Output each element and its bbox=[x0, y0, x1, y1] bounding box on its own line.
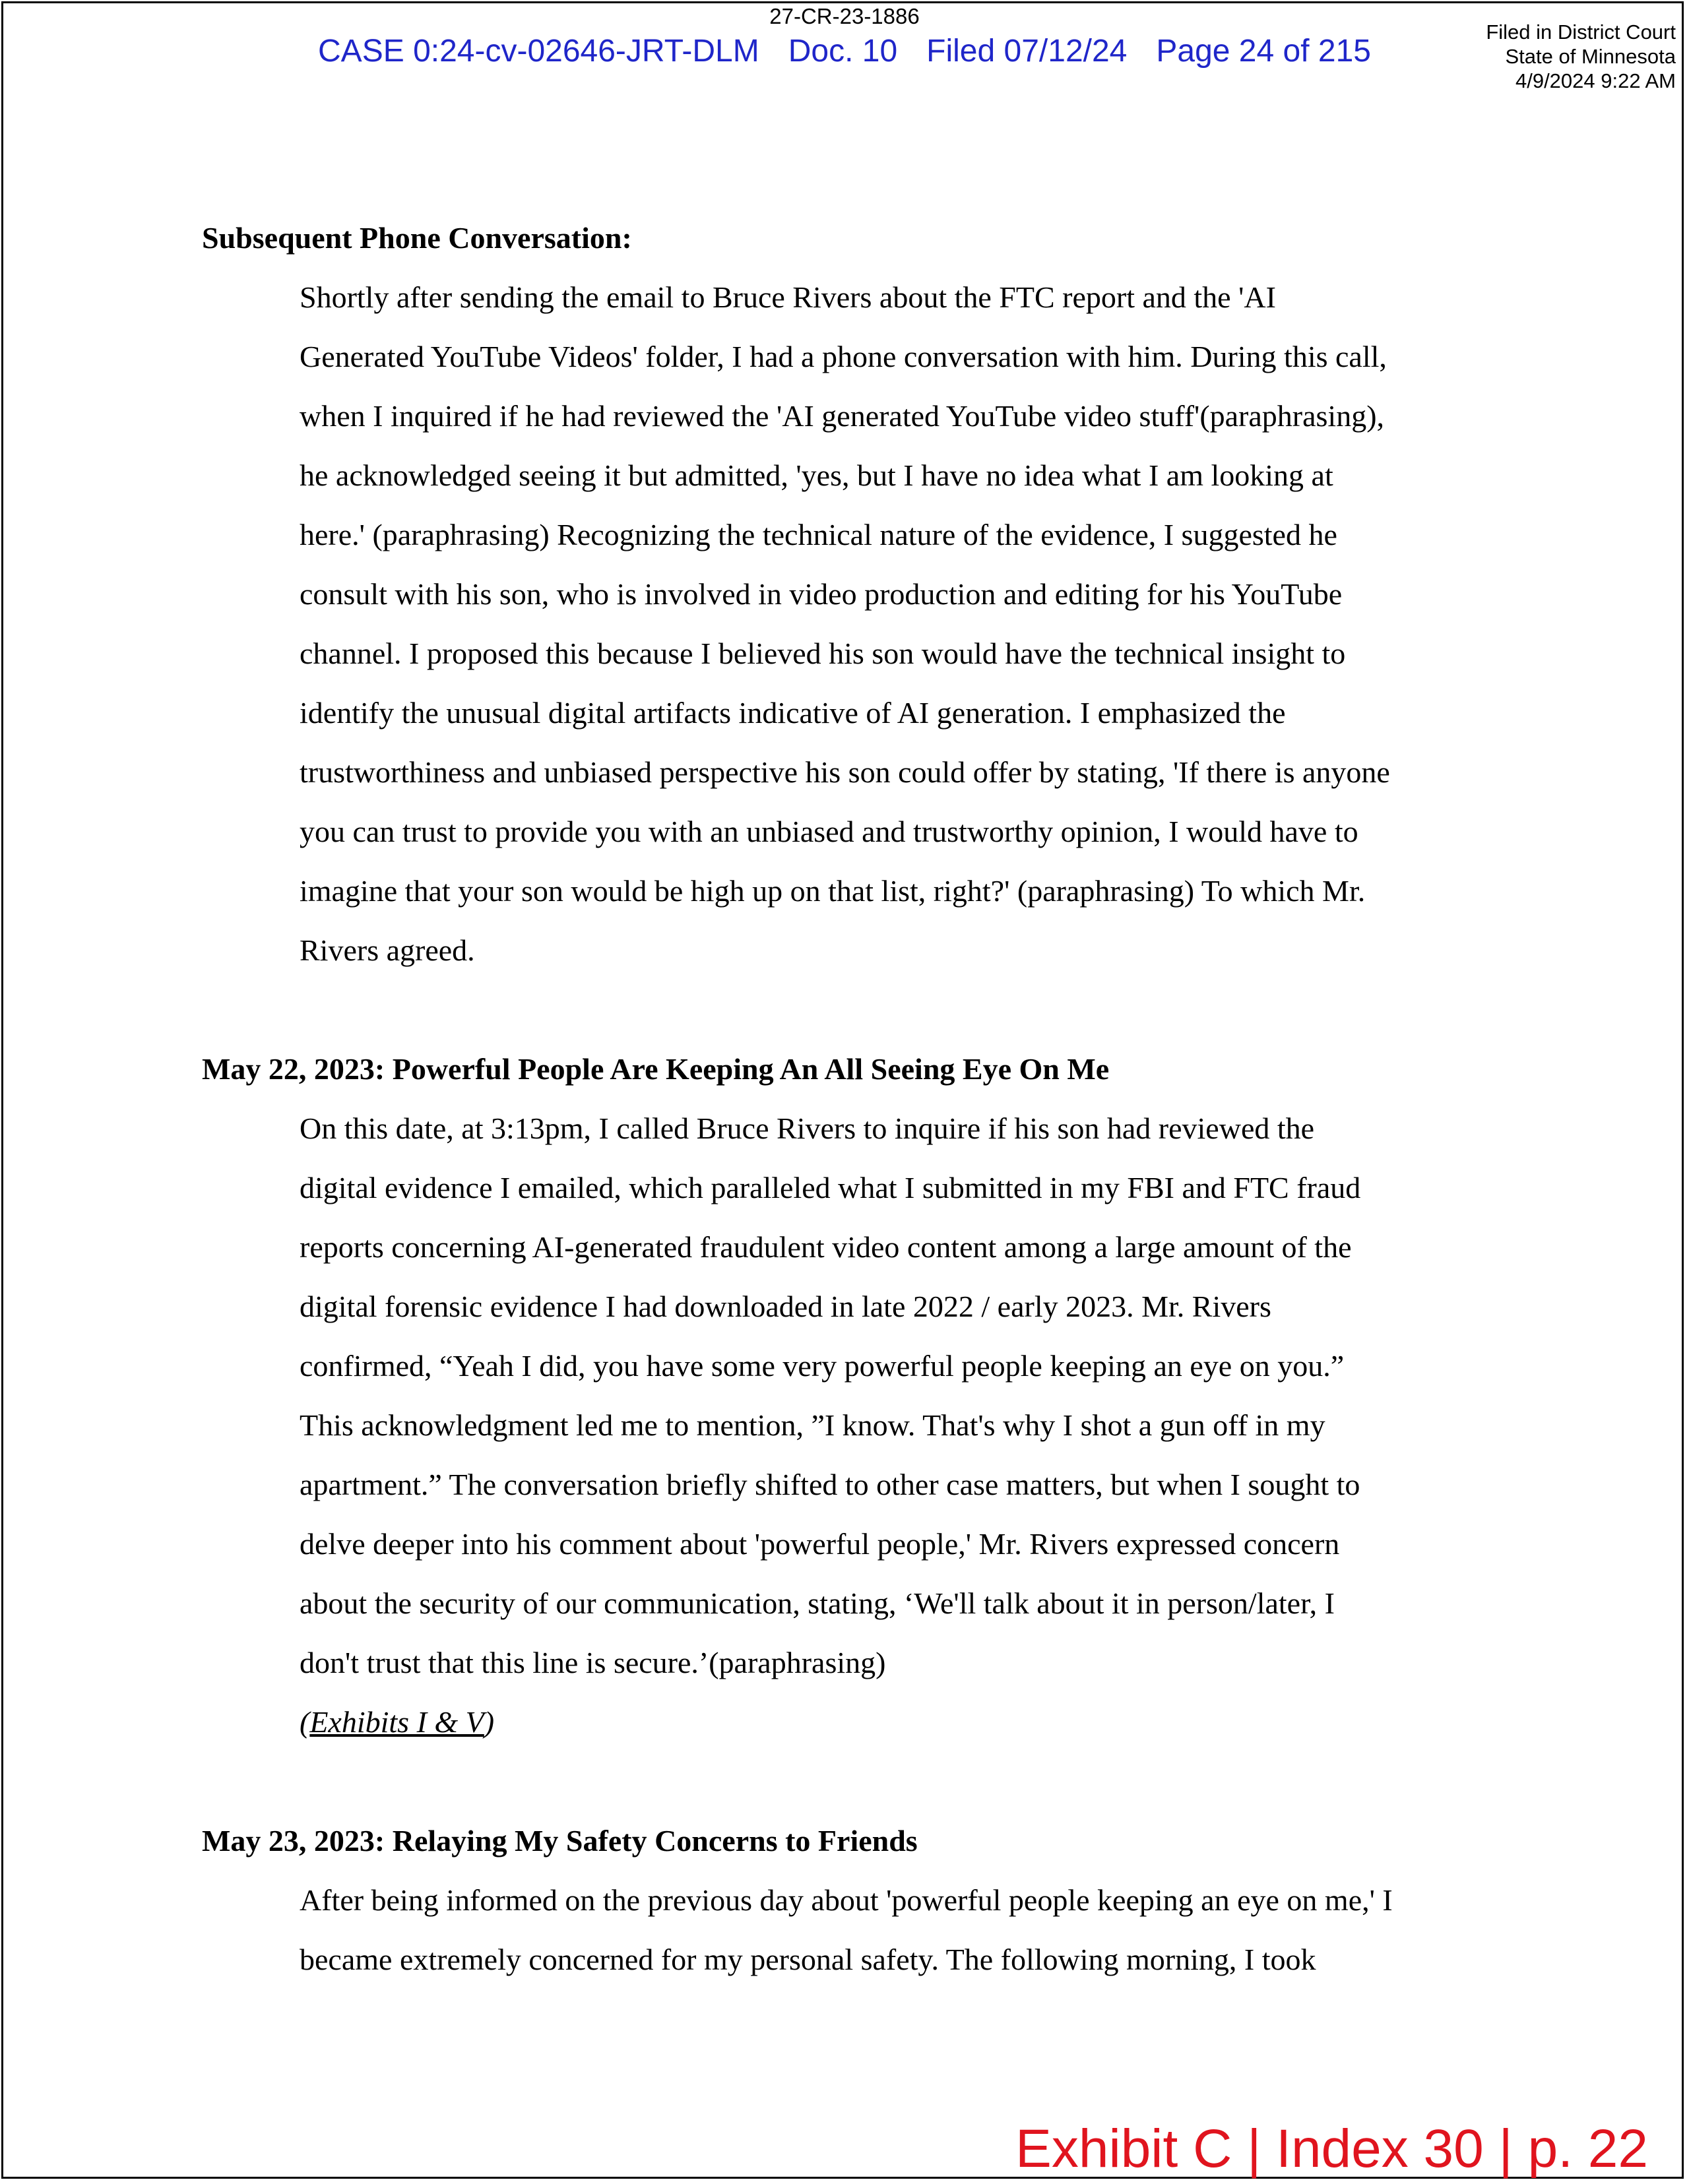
text-line: reports concerning AI-generated fraudulent video content among a large amount of the bbox=[300, 1230, 1352, 1264]
text-line: imagine that your son would be high up on that list, right?' (paraphrasing) To which Mr. bbox=[300, 874, 1366, 908]
section-subsequent-phone-conversation bbox=[202, 208, 1521, 980]
text-line: consult with his son, who is involved in video production and editing for his YouTube bbox=[300, 577, 1343, 611]
filed-date: Filed 07/12/24 bbox=[926, 34, 1128, 69]
section-heading: May 23, 2023: Relaying My Safety Concerns to Friends bbox=[202, 1824, 918, 1857]
court-filing-stamp bbox=[1346, 20, 1676, 93]
filing-stamp-line: 4/9/2024 9:22 AM bbox=[1515, 69, 1676, 92]
filing-stamp-line: Filed in District Court bbox=[1486, 20, 1676, 44]
text-line: This acknowledgment led me to mention, ”I know. That's why I shot a gun off in my bbox=[300, 1408, 1325, 1442]
text-line: Generated YouTube Videos' folder, I had a phone conversation with him. During this call, bbox=[300, 340, 1387, 373]
text-line: don't trust that this line is secure.’(paraphrasing) bbox=[300, 1646, 886, 1679]
text-line: about the security of our communication, stating, ‘We'll talk about it in person/later, I bbox=[300, 1586, 1335, 1620]
paragraph bbox=[300, 268, 1520, 980]
section-heading: May 22, 2023: Powerful People Are Keeping An All Seeing Eye On Me bbox=[202, 1052, 1110, 1086]
text-line: confirmed, “Yeah I did, you have some very powerful people keeping an eye on you.” bbox=[300, 1349, 1345, 1383]
case-caption: CASE 0:24-cv-02646-JRT-DLM bbox=[318, 34, 759, 69]
section-heading: Subsequent Phone Conversation: bbox=[202, 221, 632, 255]
text-line: digital forensic evidence I had downloaded in late 2022 / early 2023. Mr. Rivers bbox=[300, 1290, 1271, 1323]
text-line: trustworthiness and unbiased perspective his son could offer by stating, 'If there is anyone bbox=[300, 755, 1390, 789]
text-line: channel. I proposed this because I believed his son would have the technical insight to bbox=[300, 637, 1346, 670]
exhibit-link[interactable]: Exhibits I & V bbox=[309, 1705, 484, 1739]
paragraph bbox=[300, 1099, 1520, 1752]
text-line: here.' (paraphrasing) Recognizing the technical nature of the evidence, I suggested he bbox=[300, 518, 1337, 551]
text-line: he acknowledged seeing it but admitted, 'yes, but I have no idea what I am looking at bbox=[300, 458, 1333, 492]
state-case-number: 27-CR-23-1886 bbox=[769, 4, 920, 28]
section-may-23-2023 bbox=[202, 1811, 1521, 1989]
text-line: delve deeper into his comment about 'powerful people,' Mr. Rivers expressed concern bbox=[300, 1527, 1340, 1561]
text-line: digital evidence I emailed, which paralleled what I submitted in my FBI and FTC fraud bbox=[300, 1171, 1361, 1204]
paragraph bbox=[300, 1871, 1520, 1989]
text-line: Shortly after sending the email to Bruce Rivers about the FTC report and the 'AI bbox=[300, 280, 1276, 314]
exhibit-open-paren: ( bbox=[300, 1705, 310, 1739]
exhibit-reference bbox=[300, 1693, 1520, 1752]
text-line: On this date, at 3:13pm, I called Bruce Rivers to inquire if his son had reviewed the bbox=[300, 1111, 1315, 1145]
filing-stamp-line: State of Minnesota bbox=[1505, 45, 1676, 68]
text-line: After being informed on the previous day about 'powerful people keeping an eye on me,' I bbox=[300, 1883, 1393, 1917]
section-may-22-2023 bbox=[202, 1040, 1521, 1752]
exhibit-stamp: Exhibit C | Index 30 | p. 22 bbox=[1015, 2119, 1648, 2179]
text-line: when I inquired if he had reviewed the 'AI generated YouTube video stuff'(paraphrasing), bbox=[300, 399, 1385, 433]
text-line: became extremely concerned for my personal safety. The following morning, I took bbox=[300, 1943, 1316, 1976]
doc-number: Doc. 10 bbox=[788, 34, 898, 69]
page-count: Page 24 of 215 bbox=[1156, 34, 1371, 69]
text-line: apartment.” The conversation briefly shifted to other case matters, but when I sought to bbox=[300, 1468, 1360, 1501]
text-line: Rivers agreed. bbox=[300, 933, 475, 967]
text-line: identify the unusual digital artifacts indicative of AI generation. I emphasized the bbox=[300, 696, 1286, 730]
exhibit-close-paren: ) bbox=[484, 1705, 495, 1739]
text-line: you can trust to provide you with an unbiased and trustworthy opinion, I would have to bbox=[300, 815, 1358, 848]
